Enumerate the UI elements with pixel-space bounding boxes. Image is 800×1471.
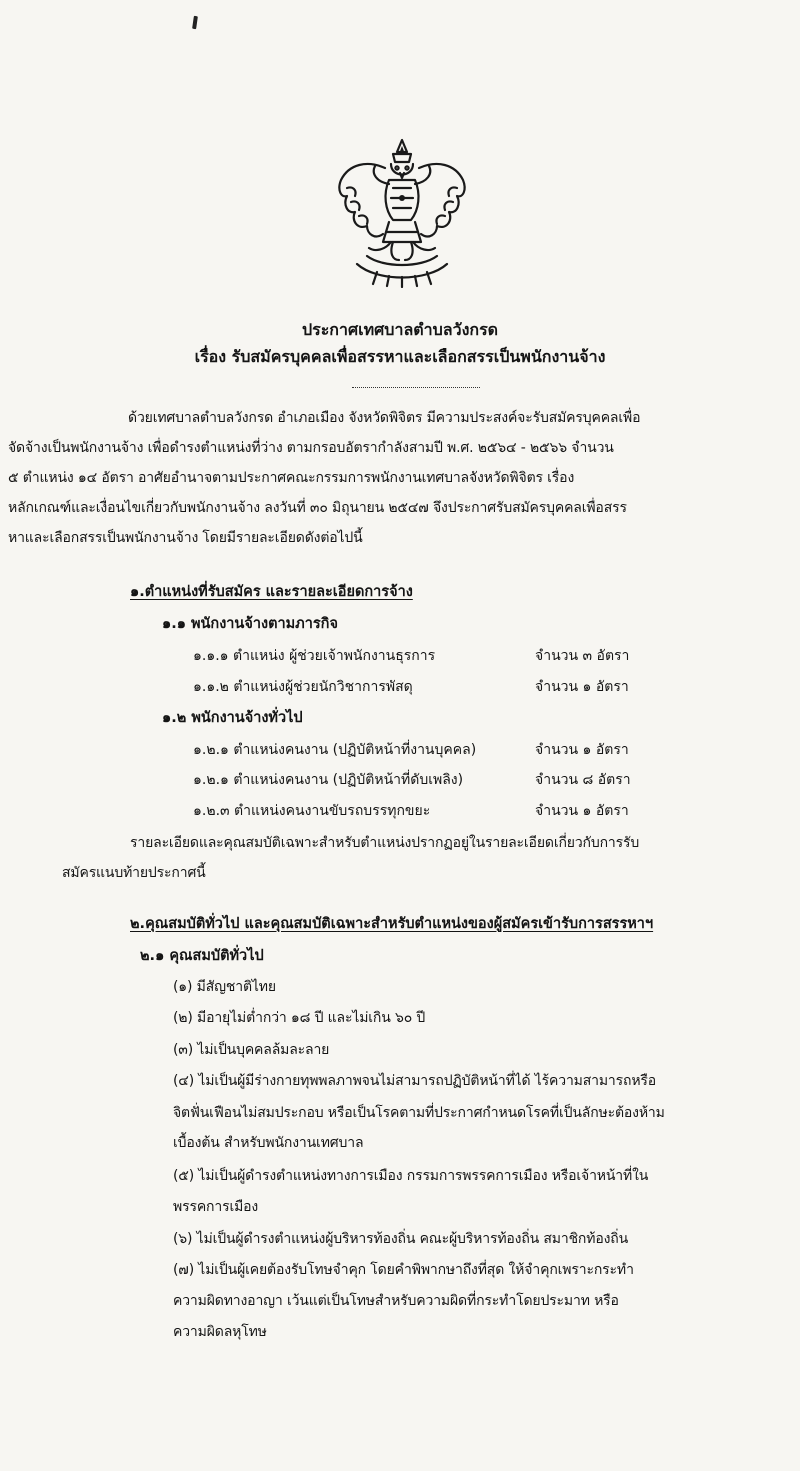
section-1-note-line-2: สมัครแนบท้ายประกาศนี้: [62, 865, 206, 881]
qualification-line: จิตฟั่นเฟือนไม่สมประกอบ หรือเป็นโรคตามที่ประกาศกำหนดโรคที่เป็นลักษะต้องห้าม: [173, 1105, 665, 1121]
intro-line-1: ด้วยเทศบาลตำบลวังกรด อำเภอเมือง จังหวัดพิจิตร มีความประสงค์จะรับสมัครบุคคลเพื่อ: [128, 410, 641, 426]
group-2-title: ๑.๒ พนักงานจ้างทั่วไป: [162, 710, 303, 726]
group-1-title: ๑.๑ พนักงานจ้างตามภารกิจ: [162, 616, 338, 632]
dotted-separator: [352, 387, 480, 388]
section-1-note-line-1: รายละเอียดและคุณสมบัติเฉพาะสำหรับตำแหน่งปรากฏอยู่ในรายละเอียดเกี่ยวกับการรับ: [130, 835, 640, 851]
qualification-line: (๓) ไม่เป็นบุคคลล้มละลาย: [173, 1042, 330, 1058]
qualification-line: (๕) ไม่เป็นผู้ดำรงตำแหน่งทางการเมือง กรรมการพรรคการเมือง หรือเจ้าหน้าที่ใน: [173, 1168, 649, 1184]
qualification-line: (๗) ไม่เป็นผู้เคยต้องรับโทษจำคุก โดยคำพิพากษาถึงที่สุด ให้จำคุกเพราะกระทำ: [173, 1262, 634, 1278]
position-count: จำนวน ๑ อัตรา: [535, 742, 629, 758]
qualification-line: (๖) ไม่เป็นผู้ดำรงตำแหน่งผู้บริหารท้องถิ่น คณะผู้บริหารท้องถิ่น สมาชิกท้องถิ่น: [173, 1231, 629, 1247]
position-label: ๑.๒.๑ ตำแหน่งคนงาน (ปฏิบัติหน้าที่งานบุคคล): [193, 742, 477, 758]
document-title: ประกาศเทศบาลตำบลวังกรด: [301, 320, 499, 339]
position-count: จำนวน ๑ อัตรา: [535, 803, 629, 819]
intro-line-2: จัดจ้างเป็นพนักงานจ้าง เพื่อดำรงตำแหน่งที่ว่าง ตามกรอบอัตรากำลังสามปี พ.ศ. ๒๕๖๔ - ๒๕๖๖ จำนวน: [8, 440, 614, 456]
position-count: จำนวน ๘ อัตรา: [535, 772, 631, 788]
position-count: จำนวน ๑ อัตรา: [535, 679, 629, 695]
section-2-subheading: ๒.๑ คุณสมบัติทั่วไป: [140, 948, 264, 964]
position-label: ๑.๑.๒ ตำแหน่งผู้ช่วยนักวิชาการพัสดุ: [193, 679, 413, 695]
intro-line-5: หาและเลือกสรรเป็นพนักงานจ้าง โดยมีรายละเอียดดังต่อไปนี้: [8, 530, 363, 546]
qualification-line: เบื้องต้น สำหรับพนักงานเทศบาล: [173, 1135, 364, 1151]
section-1-heading: ๑.ตำแหน่งที่รับสมัคร และรายละเอียดการจ้าง: [130, 584, 413, 600]
position-label: ๑.๑.๑ ตำแหน่ง ผู้ช่วยเจ้าพนักงานธุรการ: [193, 648, 436, 664]
garuda-emblem-icon: [327, 138, 477, 288]
qualification-line: ความผิดลหุโทษ: [173, 1324, 267, 1340]
intro-line-3: ๕ ตำแหน่ง ๑๔ อัตรา อาศัยอำนาจตามประกาศคณะกรรมการพนักงานเทศบาลจังหวัดพิจิตร เรื่อง: [8, 470, 575, 486]
qualification-line: (๑) มีสัญชาติไทย: [173, 979, 276, 995]
intro-line-4: หลักเกณฑ์และเงื่อนไขเกี่ยวกับพนักงานจ้าง ลงวันที่ ๓๐ มิถุนายน ๒๕๔๗ จึงประกาศรับสมัครบุคคลเพื่อสรร: [8, 500, 627, 516]
qualification-line: ความผิดทางอาญา เว้นแต่เป็นโทษสำหรับความผิดที่กระทำโดยประมาท หรือ: [173, 1293, 619, 1309]
scan-mark: [192, 16, 198, 29]
position-label: ๑.๒.๑ ตำแหน่งคนงาน (ปฏิบัติหน้าที่ดับเพลิง): [193, 772, 464, 788]
section-2-heading: ๒.คุณสมบัติทั่วไป และคุณสมบัติเฉพาะสำหรับตำแหน่งของผู้สมัครเข้ารับการสรรหาฯ: [130, 916, 654, 932]
qualification-line: พรรคการเมือง: [173, 1199, 259, 1215]
qualification-line: (๒) มีอายุไม่ต่ำกว่า ๑๘ ปี และไม่เกิน ๖๐ ปี: [173, 1010, 426, 1026]
position-label: ๑.๒.๓ ตำแหน่งคนงานขับรถบรรทุกขยะ: [193, 803, 431, 819]
document-subject: เรื่อง รับสมัครบุคคลเพื่อสรรหาและเลือกสรรเป็นพนักงานจ้าง: [194, 347, 606, 366]
qualification-line: (๔) ไม่เป็นผู้มีร่างกายทุพพลภาพจนไม่สามารถปฏิบัติหน้าที่ได้ ไร้ความสามารถหรือ: [173, 1073, 657, 1089]
position-count: จำนวน ๓ อัตรา: [535, 648, 630, 664]
